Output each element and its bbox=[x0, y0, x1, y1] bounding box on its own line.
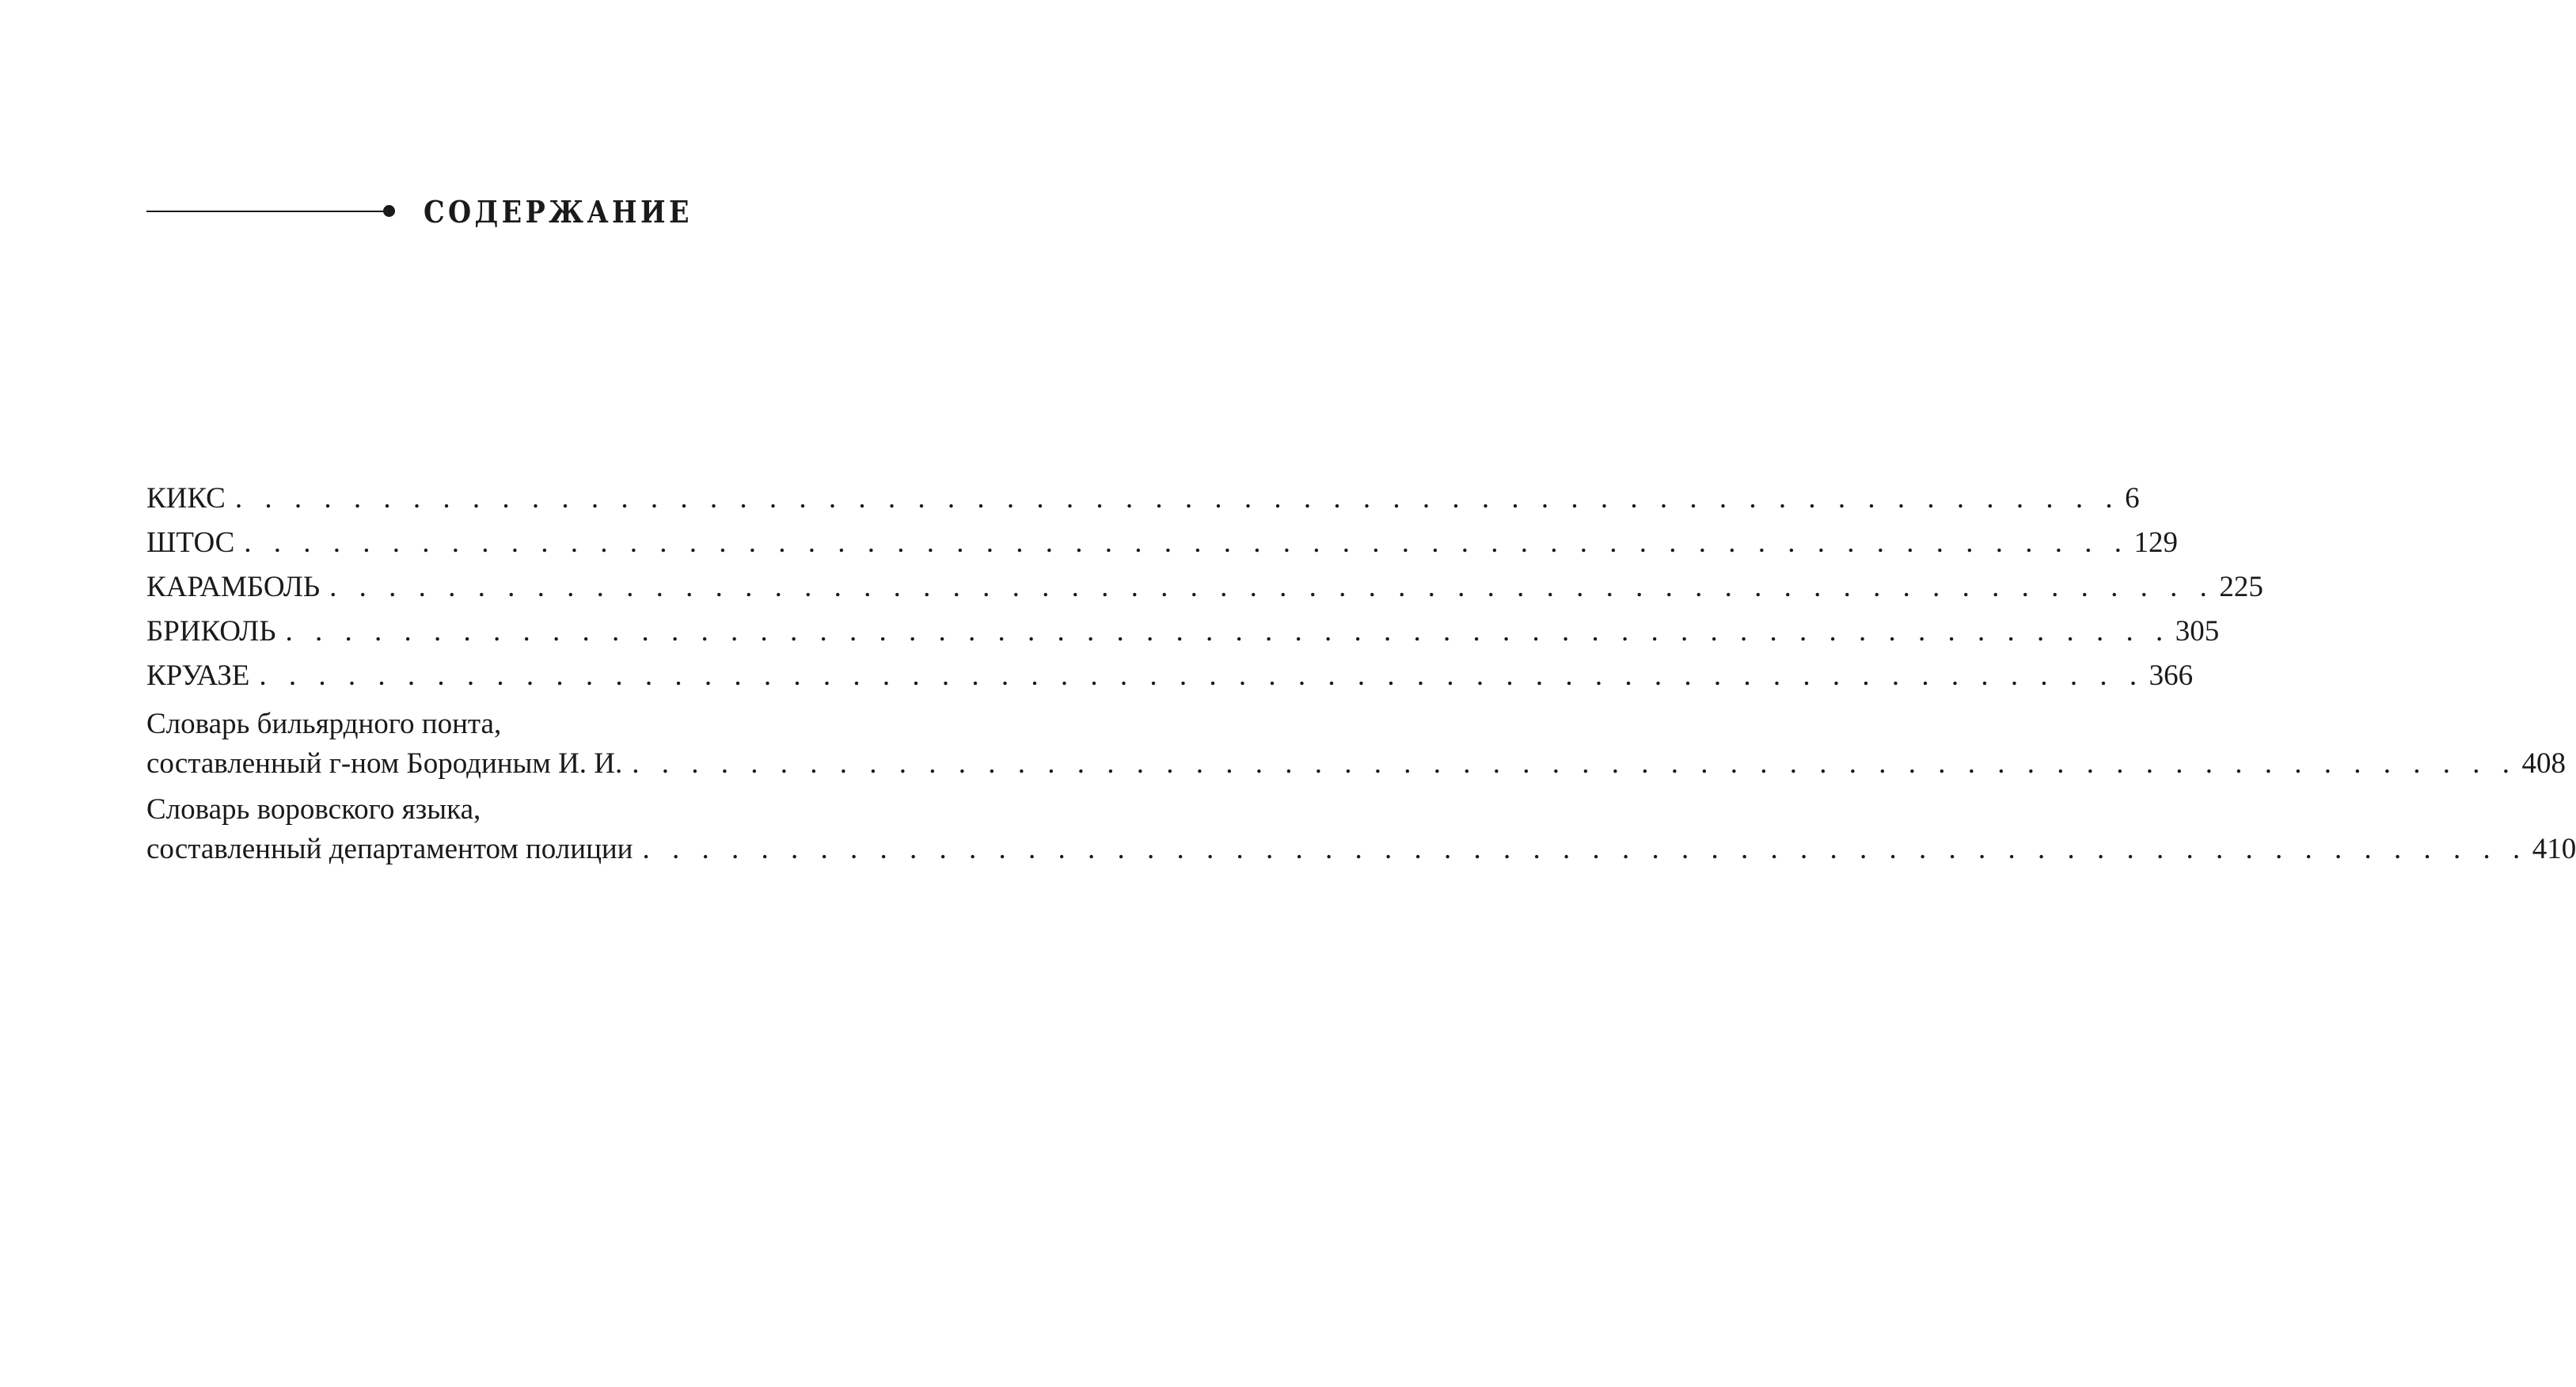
toc-entry-line2 bbox=[146, 744, 2567, 784]
dot-leader: . . . . . . . . . . . . . . . . . . . . . . . . . . . . . . . . . . . . . . . . . . . . . . . . . . . . . . . . . . . . . . . . bbox=[244, 526, 2130, 559]
toc-entry[interactable] bbox=[146, 610, 2220, 654]
toc-entry-title-line2: составленный департаментом полиции bbox=[146, 833, 633, 865]
toc-entry-title: ШТОС bbox=[146, 526, 235, 559]
table-of-contents bbox=[146, 477, 2576, 869]
toc-dictionary-entry[interactable] bbox=[146, 790, 2576, 869]
heading-row bbox=[146, 190, 693, 234]
heading-rule bbox=[146, 211, 389, 212]
toc-entry-page: 129 bbox=[2133, 526, 2179, 559]
toc-entry[interactable] bbox=[146, 565, 2263, 610]
toc-entry-page: 410 bbox=[2532, 833, 2576, 865]
toc-entry-page: 225 bbox=[2219, 571, 2263, 603]
heading-rule-dot bbox=[383, 205, 395, 217]
dot-leader: . . . . . . . . . . . . . . . . . . . . . . . . . . . . . . . . . . . . . . . . . . . . . . . . . . . . . . . . . . . . . . . . bbox=[329, 571, 2215, 603]
dot-leader: . . . . . . . . . . . . . . . . . . . . . . . . . . . . . . . . . . . . . . . . . . . . . . . . . . . . . . . . . . . . . . . . bbox=[285, 615, 2171, 648]
toc-entry-title: КАРАМБОЛЬ bbox=[146, 571, 321, 603]
toc-entry[interactable] bbox=[146, 654, 2194, 698]
toc-entry-title-line2: составленный г-ном Бородиным И. И. bbox=[146, 747, 623, 780]
toc-entry-page: 366 bbox=[2149, 659, 2194, 692]
toc-entry-title-line1: Словарь воровского языка, bbox=[146, 793, 481, 826]
toc-entry-line2 bbox=[146, 830, 2576, 869]
toc-entry[interactable] bbox=[146, 521, 2179, 565]
page-title: СОДЕРЖАНИЕ bbox=[424, 194, 693, 230]
toc-entry-page: 408 bbox=[2521, 747, 2567, 780]
toc-entry-title: БРИКОЛЬ bbox=[146, 615, 276, 648]
dot-leader: . . . . . . . . . . . . . . . . . . . . . . . . . . . . . . . . . . . . . . . . . . . . . . . . . . . . . . . . . . . . . . . . bbox=[259, 659, 2145, 692]
toc-entry-page: 305 bbox=[2175, 615, 2220, 648]
toc-dictionary-entry[interactable] bbox=[146, 705, 2567, 784]
dot-leader: . . . . . . . . . . . . . . . . . . . . . . . . . . . . . . . . . . . . . . . . . . . . . . . . . . . . . . . . . . . . . . . . bbox=[234, 482, 2121, 515]
dot-leader: . . . . . . . . . . . . . . . . . . . . . . . . . . . . . . . . . . . . . . . . . . . . . . . . . . . . . . . . . . . . . . . . bbox=[642, 833, 2528, 865]
dot-leader: . . . . . . . . . . . . . . . . . . . . . . . . . . . . . . . . . . . . . . . . . . . . . . . . . . . . . . . . . . . . . . . . bbox=[632, 747, 2517, 780]
toc-entry-page: 6 bbox=[2125, 482, 2140, 515]
toc-entry-title-line1: Словарь бильярдного понта, bbox=[146, 708, 502, 740]
toc-entry-title: КРУАЗЕ bbox=[146, 659, 250, 692]
toc-entry[interactable] bbox=[146, 477, 2140, 521]
toc-entry-title: КИКС bbox=[146, 482, 226, 515]
